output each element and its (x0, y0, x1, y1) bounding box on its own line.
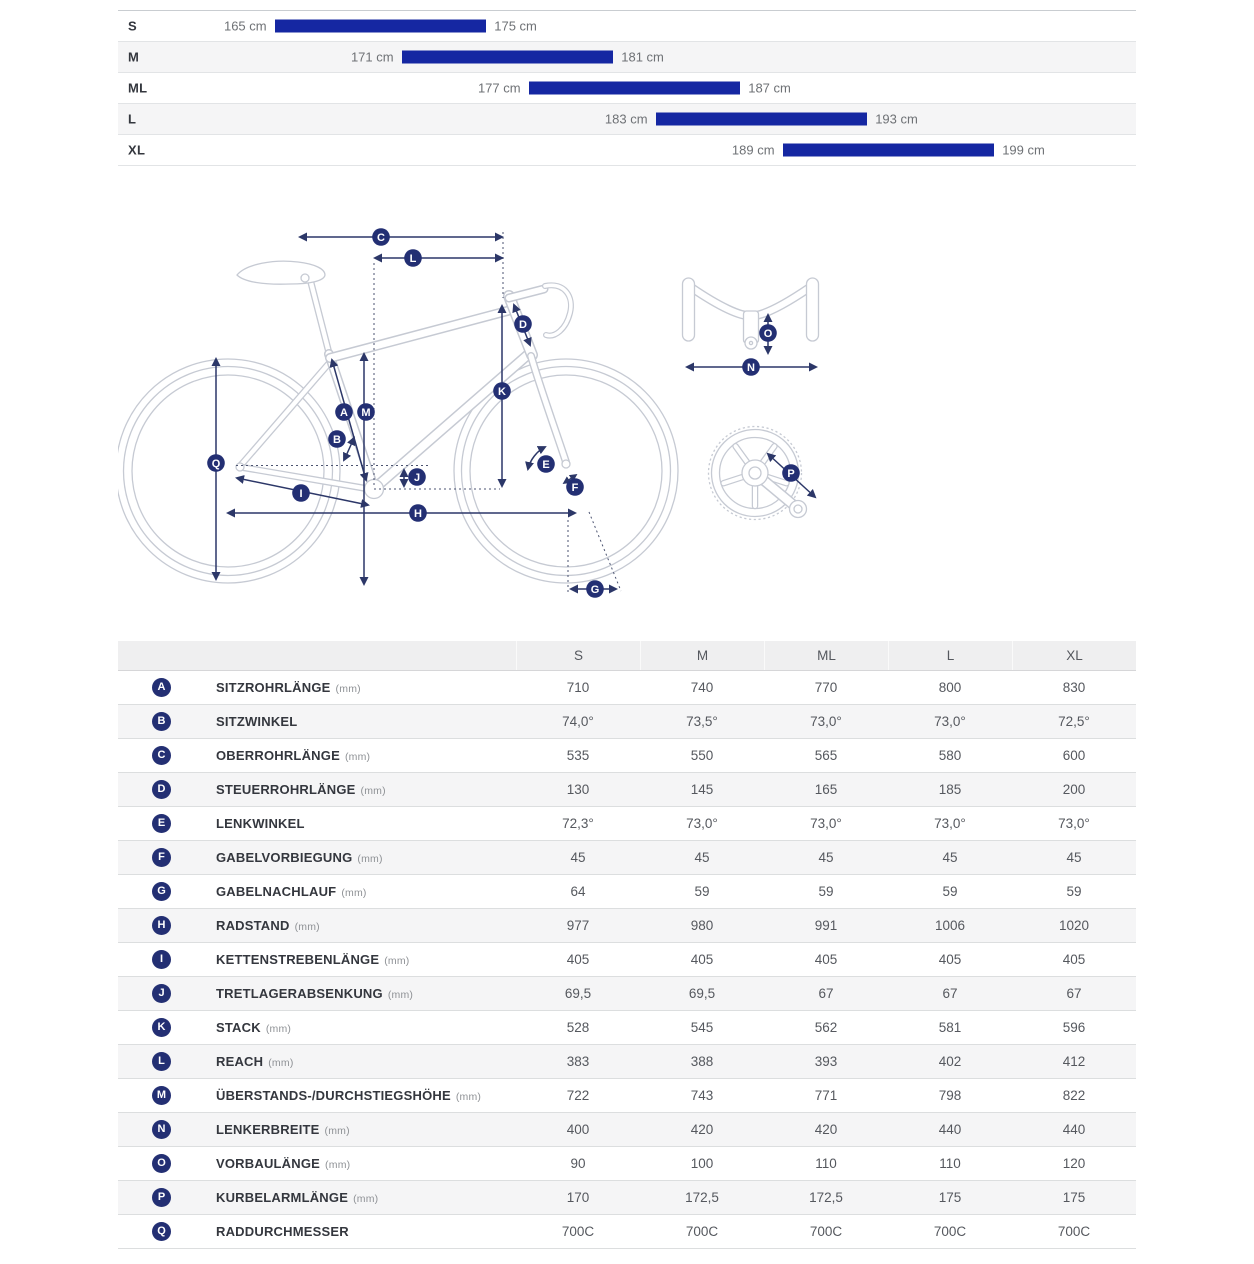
diagram-label-B (328, 430, 346, 448)
cell-L-M: 388 (690, 1054, 714, 1069)
cell-N-ML: 420 (814, 1122, 838, 1137)
cell-F-ML: 45 (818, 850, 834, 865)
cell-H-S: 977 (566, 918, 590, 933)
cell-I-M: 405 (690, 952, 714, 967)
row-name-cell (118, 1222, 516, 1241)
cell-F-S: 45 (570, 850, 586, 865)
cell-J-M: 69,5 (688, 986, 716, 1001)
geometry-table (118, 641, 1136, 1249)
cell-K-S: 528 (566, 1020, 590, 1035)
svg-text:L: L (409, 252, 417, 265)
cell-A-S: 710 (566, 680, 590, 695)
cell-H-XL: 1020 (1058, 918, 1090, 933)
diagram-label-G (586, 580, 604, 598)
diagram-label-C (372, 228, 390, 246)
size-row-M (118, 42, 1136, 73)
svg-text:M: M (361, 406, 371, 419)
cell-O-L: 110 (939, 1156, 961, 1171)
row-unit: (mm) (387, 989, 414, 1001)
cell-B-XL: 72,5° (1058, 714, 1090, 729)
cell-K-XL: 596 (1062, 1020, 1086, 1035)
table-row-I (118, 943, 1136, 977)
cell-L-L: 402 (938, 1054, 962, 1069)
cell-G-L: 59 (942, 884, 958, 899)
row-unit: (mm) (268, 1057, 294, 1069)
row-label: RADDURCHMESSER (216, 1224, 349, 1239)
row-name-cell (118, 848, 516, 867)
cell-Q-XL: 700C (1057, 1224, 1091, 1239)
max-height-label: 199 cm (1002, 142, 1045, 158)
diagram-label-A (335, 403, 353, 421)
svg-text:O: O (763, 327, 773, 340)
column-header-L: L (888, 641, 1012, 670)
row-unit: (mm) (341, 887, 367, 899)
cell-D-S: 130 (566, 782, 590, 797)
svg-text:I: I (299, 487, 303, 500)
row-badge-J: J (152, 984, 171, 1003)
cell-F-L: 45 (942, 850, 958, 865)
table-row-D (118, 773, 1136, 807)
row-label: RADSTAND (mm) (216, 918, 320, 933)
cell-M-M: 743 (690, 1088, 714, 1103)
cell-C-ML: 565 (814, 748, 838, 763)
size-label: ML (128, 80, 148, 96)
size-range-chart (118, 10, 1136, 166)
cell-I-ML: 405 (814, 952, 838, 967)
height-range-bar (783, 144, 995, 157)
min-height-label: 183 cm (604, 111, 648, 127)
row-unit: (mm) (265, 1023, 292, 1035)
measurement-arrows (216, 237, 816, 589)
diagram-label-L (404, 249, 422, 267)
row-name-cell (118, 780, 516, 799)
size-row-ML (118, 73, 1136, 104)
cell-J-ML: 67 (818, 986, 834, 1001)
size-label: L (128, 111, 137, 127)
row-name-cell (118, 1052, 516, 1071)
cell-B-L: 73,0° (934, 714, 966, 729)
cell-D-XL: 200 (1062, 782, 1086, 797)
row-badge-L: L (152, 1052, 171, 1071)
row-label: STEUERROHRLÄNGE (mm) (216, 782, 386, 797)
row-unit: (mm) (324, 1125, 350, 1137)
column-header-ML: ML (764, 641, 888, 670)
size-label: S (128, 18, 137, 34)
cell-J-XL: 67 (1066, 986, 1082, 1001)
table-row-B (118, 705, 1136, 739)
max-height-label: 187 cm (748, 80, 791, 96)
row-label: ÜBERSTANDS-/DURCHSTIEGSHÖHE (mm) (216, 1088, 482, 1103)
cell-B-S: 74,0° (562, 714, 594, 729)
column-header-XL: XL (1012, 641, 1136, 670)
row-label: SITZROHRLÄNGE (mm) (216, 680, 361, 695)
row-unit: (mm) (335, 683, 361, 695)
cell-I-L: 405 (938, 952, 962, 967)
row-name-cell (118, 1086, 516, 1105)
table-row-K (118, 1011, 1136, 1045)
row-label: GABELNACHLAUF (mm) (216, 884, 367, 899)
page-content (118, 10, 1136, 1249)
column-header-M: M (640, 641, 764, 670)
cell-E-S: 72,3° (562, 816, 594, 831)
row-badge-B: B (152, 712, 171, 731)
row-badge-G: G (152, 882, 171, 901)
cell-Q-S: 700C (561, 1224, 595, 1239)
row-label: REACH (mm) (216, 1054, 294, 1069)
min-height-label: 189 cm (731, 142, 775, 158)
size-row-XL (118, 135, 1136, 166)
row-name-cell (118, 712, 516, 731)
svg-text:F: F (571, 481, 579, 494)
cell-K-M: 545 (690, 1020, 714, 1035)
row-name-cell (118, 1120, 516, 1139)
table-row-P (118, 1181, 1136, 1215)
table-row-C (118, 739, 1136, 773)
max-height-label: 175 cm (494, 18, 537, 34)
row-name-cell (118, 1018, 516, 1037)
row-label: SITZWINKEL (216, 714, 298, 729)
row-label: LENKERBREITE (mm) (216, 1122, 350, 1137)
cell-A-XL: 830 (1062, 680, 1086, 695)
cell-K-ML: 562 (814, 1020, 838, 1035)
cell-I-S: 405 (566, 952, 590, 967)
svg-text:Q: Q (211, 457, 221, 470)
min-height-label: 171 cm (350, 49, 394, 65)
table-row-J (118, 977, 1136, 1011)
diagram-label-D (514, 315, 532, 333)
row-name-cell (118, 882, 516, 901)
cell-P-XL: 175 (1062, 1190, 1086, 1205)
size-label: XL (128, 142, 146, 158)
row-badge-N: N (152, 1120, 171, 1139)
cell-L-XL: 412 (1062, 1054, 1086, 1069)
diagram-label-J (408, 468, 426, 486)
table-row-G (118, 875, 1136, 909)
size-row-L (118, 104, 1136, 135)
cell-J-S: 69,5 (564, 986, 592, 1001)
row-badge-O: O (152, 1154, 171, 1173)
svg-text:K: K (498, 385, 506, 398)
diagram-label-F (566, 478, 584, 496)
cell-H-M: 980 (690, 918, 714, 933)
svg-text:B: B (333, 433, 341, 446)
row-unit: (mm) (455, 1091, 482, 1103)
cell-C-L: 580 (938, 748, 962, 763)
svg-text:J: J (413, 471, 421, 484)
cell-A-M: 740 (690, 680, 714, 695)
svg-text:H: H (414, 507, 422, 520)
row-unit: (mm) (325, 1159, 351, 1171)
cell-G-XL: 59 (1066, 884, 1082, 899)
table-row-E (118, 807, 1136, 841)
row-unit: (mm) (360, 785, 386, 797)
height-range-bar (402, 51, 614, 64)
row-badge-H: H (152, 916, 171, 935)
svg-text:D: D (519, 318, 527, 331)
cell-L-ML: 393 (814, 1054, 838, 1069)
row-unit: (mm) (384, 955, 410, 967)
cell-F-XL: 45 (1066, 850, 1082, 865)
row-badge-M: M (152, 1086, 171, 1105)
cell-P-L: 175 (938, 1190, 962, 1205)
cell-D-L: 185 (938, 782, 962, 797)
cell-C-XL: 600 (1062, 748, 1086, 763)
height-range-bar (275, 20, 487, 33)
cell-B-ML: 73,0° (810, 714, 842, 729)
row-name-cell (118, 950, 516, 969)
row-badge-A: A (152, 678, 171, 697)
row-label: KETTENSTREBENLÄNGE (mm) (216, 952, 410, 967)
cell-M-XL: 822 (1062, 1088, 1086, 1103)
cell-Q-M: 700C (685, 1224, 719, 1239)
svg-text:C: C (377, 231, 385, 244)
diagram-label-I (292, 484, 310, 502)
cell-M-S: 722 (566, 1088, 590, 1103)
cell-N-XL: 440 (1062, 1122, 1086, 1137)
diagram-label-N (742, 358, 760, 376)
cell-I-XL: 405 (1062, 952, 1086, 967)
diagram-label-K (493, 382, 511, 400)
table-row-H (118, 909, 1136, 943)
table-row-Q (118, 1215, 1136, 1249)
diagram-label-Q (207, 454, 225, 472)
cell-G-S: 64 (570, 884, 586, 899)
row-unit: (mm) (353, 1193, 379, 1205)
size-row-S (118, 11, 1136, 42)
svg-text:P: P (787, 467, 795, 480)
height-range-bar (529, 82, 741, 95)
cell-O-XL: 120 (1062, 1156, 1086, 1171)
cell-A-ML: 770 (814, 680, 838, 695)
row-badge-K: K (152, 1018, 171, 1037)
bike-geometry-svg (118, 211, 878, 641)
cell-P-S: 170 (566, 1190, 590, 1205)
row-name-cell (118, 814, 516, 833)
row-name-cell (118, 1188, 516, 1207)
cell-G-ML: 59 (818, 884, 834, 899)
cell-A-L: 800 (938, 680, 962, 695)
cell-M-L: 798 (938, 1088, 962, 1103)
row-name-cell (118, 678, 516, 697)
diagram-label-E (537, 455, 555, 473)
cell-C-S: 535 (566, 748, 590, 763)
diagram-label-H (409, 504, 427, 522)
row-label: OBERROHRLÄNGE (mm) (216, 748, 371, 763)
row-label: STACK (mm) (216, 1020, 292, 1035)
min-height-label: 165 cm (223, 18, 267, 34)
geometry-diagram (118, 211, 1136, 641)
bike-frame (236, 261, 571, 498)
cell-H-ML: 991 (814, 918, 838, 933)
cell-E-ML: 73,0° (810, 816, 842, 831)
row-badge-I: I (152, 950, 171, 969)
cell-C-M: 550 (690, 748, 714, 763)
table-row-L (118, 1045, 1136, 1079)
row-badge-P: P (152, 1188, 171, 1207)
row-unit: (mm) (294, 921, 320, 933)
cell-D-ML: 165 (814, 782, 838, 797)
column-header-S: S (516, 641, 640, 670)
geometry-table-header (118, 641, 1136, 671)
cell-E-M: 73,0° (686, 816, 718, 831)
diagram-label-P (782, 464, 800, 482)
cell-N-L: 440 (938, 1122, 962, 1137)
row-name-cell (118, 916, 516, 935)
cell-N-S: 400 (566, 1122, 590, 1137)
row-badge-C: C (152, 746, 171, 765)
row-badge-F: F (152, 848, 171, 867)
max-height-label: 181 cm (621, 49, 664, 65)
cell-L-S: 383 (566, 1054, 590, 1069)
header-spacer (118, 641, 516, 670)
row-unit: (mm) (344, 751, 371, 763)
cell-G-M: 59 (694, 884, 710, 899)
cell-H-L: 1006 (934, 918, 966, 933)
svg-text:G: G (590, 583, 600, 596)
row-badge-E: E (152, 814, 171, 833)
handlebar-top-view (683, 278, 819, 349)
row-name-cell (118, 1154, 516, 1173)
cell-E-L: 73,0° (934, 816, 966, 831)
svg-text:A: A (340, 406, 348, 419)
row-label: LENKWINKEL (216, 816, 305, 831)
saddle (237, 261, 325, 284)
table-row-O (118, 1147, 1136, 1181)
row-unit: (mm) (357, 853, 383, 865)
table-row-F (118, 841, 1136, 875)
cell-F-M: 45 (694, 850, 710, 865)
cell-Q-ML: 700C (809, 1224, 843, 1239)
svg-text:N: N (747, 361, 755, 374)
cell-E-XL: 73,0° (1058, 816, 1090, 831)
cell-N-M: 420 (690, 1122, 714, 1137)
cell-P-M: 172,5 (685, 1190, 719, 1205)
table-row-N (118, 1113, 1136, 1147)
size-label: M (128, 49, 140, 65)
cell-J-L: 67 (942, 986, 958, 1001)
row-label: VORBAULÄNGE (mm) (216, 1156, 351, 1171)
table-row-M (118, 1079, 1136, 1113)
cell-K-L: 581 (938, 1020, 962, 1035)
table-row-A (118, 671, 1136, 705)
cell-P-ML: 172,5 (809, 1190, 843, 1205)
geometry-table-body (118, 671, 1136, 1249)
cell-O-ML: 110 (815, 1156, 837, 1171)
min-height-label: 177 cm (477, 80, 521, 96)
height-range-bar (656, 113, 868, 126)
cell-Q-L: 700C (933, 1224, 967, 1239)
svg-text:E: E (542, 458, 550, 471)
cell-M-ML: 771 (814, 1088, 838, 1103)
row-label: GABELVORBIEGUNG (mm) (216, 850, 383, 865)
diagram-label-O (759, 324, 777, 342)
cell-B-M: 73,5° (686, 714, 718, 729)
row-name-cell (118, 984, 516, 1003)
cell-O-M: 100 (690, 1156, 714, 1171)
row-badge-D: D (152, 780, 171, 799)
row-badge-Q: Q (152, 1222, 171, 1241)
diagram-label-M (357, 403, 375, 421)
row-label: KURBELARMLÄNGE (mm) (216, 1190, 379, 1205)
max-height-label: 193 cm (875, 111, 918, 127)
row-label: TRETLAGERABSENKUNG (mm) (216, 986, 414, 1001)
cell-D-M: 145 (690, 782, 714, 797)
cell-O-S: 90 (570, 1156, 586, 1171)
row-name-cell (118, 746, 516, 765)
